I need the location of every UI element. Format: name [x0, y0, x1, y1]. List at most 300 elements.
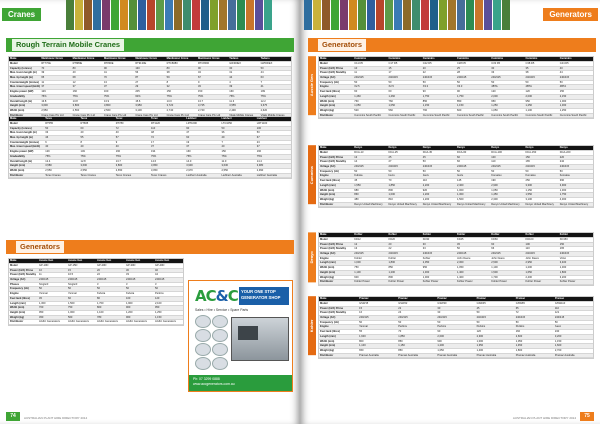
table-cell: 7 [221, 140, 256, 145]
directory-tab-3[interactable] [93, 0, 101, 30]
table-cell: 1,300 [456, 193, 490, 198]
row-label: Weight (kg) [9, 315, 38, 320]
directory-tab-15[interactable] [439, 0, 447, 30]
table-cell: 1,460 [353, 94, 387, 99]
table-cell: Liebherr [256, 117, 291, 121]
table-cell: 60 [353, 90, 387, 95]
directory-tab-11[interactable] [403, 0, 411, 30]
table-cell: 240/415 [353, 252, 387, 257]
table-cell: 2,950 [525, 261, 559, 266]
table-cell: Crane Care Pty Ltd [166, 113, 197, 118]
table-cell: Manitowoc Grove [40, 57, 71, 61]
directory-tab-13[interactable] [183, 0, 191, 30]
table-cell: Komatsu [490, 174, 524, 179]
table-cell: 2,970 [185, 168, 220, 173]
table-cell: RT555 [44, 121, 79, 126]
row-label: Gradeability [9, 94, 40, 99]
table-cell: 68 [72, 76, 103, 81]
directory-tab-6[interactable] [120, 0, 128, 30]
table-cell: 14.6 [150, 159, 185, 164]
row-label: Max. tip height (m) [9, 76, 40, 81]
table-cell: 810 [388, 197, 422, 202]
table-cell: 15 [388, 66, 422, 71]
directory-tab-20[interactable] [484, 0, 492, 30]
table-cell: 22 [388, 247, 422, 252]
directory-tab-22[interactable] [502, 0, 510, 30]
table-cell: Vitale Mobile Cranes [260, 113, 291, 118]
row-label: Power (kVA) Prime [319, 66, 353, 71]
table-cell: 150 [559, 242, 593, 247]
table-cell: 240/415 [67, 278, 96, 283]
row-label: Fuel tank (litres) [319, 179, 353, 184]
table-cell: 40 [559, 66, 593, 71]
table-cell: 110 [422, 179, 456, 184]
ad-contact-footer: Ph: 07 3299 0888 www.accgenerators.com.au [189, 375, 292, 391]
table-cell: 50 [422, 160, 456, 165]
table-cell: 37 [103, 85, 134, 90]
table-cell: 3,200 [559, 275, 593, 280]
table-cell: 10 [353, 66, 387, 71]
table-cell: 50 [525, 169, 559, 174]
table-cell: 1,900 [125, 301, 154, 306]
table-cell: Aussie Gen [67, 259, 96, 263]
table-cell: 1,200 [125, 310, 154, 315]
directory-tab-10[interactable] [156, 0, 164, 30]
row-label: Engine [319, 325, 358, 330]
table-cell: 44 [260, 71, 291, 76]
table-cell: AC&C Generators [38, 320, 67, 325]
table-cell: Denyo United Machinery [456, 202, 490, 207]
generator-section-band-right [308, 38, 596, 52]
table-cell: 1,350 [476, 344, 515, 349]
table-cell: 40 [115, 131, 150, 136]
table-cell: 40 [80, 131, 115, 136]
table-cell: 1,250 [490, 104, 524, 109]
directory-tab-14[interactable] [430, 0, 438, 30]
crane-spec-table-1 [8, 56, 292, 119]
ad-subtitle: Sales • Hire • Service • Spare Parts [195, 308, 249, 312]
table-cell: 14.4 [256, 159, 291, 164]
directory-tab-0[interactable] [304, 0, 312, 30]
table-cell: Denyo United Machinery [388, 202, 422, 207]
directory-tab-7[interactable] [367, 0, 375, 30]
table-cell: 110 [150, 126, 185, 131]
table-cell: 60 [185, 136, 220, 141]
table-cell: 22 [96, 273, 125, 278]
table-cell: Pramac Australia [397, 353, 436, 358]
table-cell: Tadano [228, 57, 259, 61]
directory-tab-13[interactable] [421, 0, 429, 30]
table-cell: Manitowoc Grove [166, 57, 197, 61]
table-cell: 1,300 [559, 104, 593, 109]
table-cell: 3 [96, 282, 125, 287]
table-cell: John Deere [525, 256, 559, 261]
table-cell: 3,050 [150, 168, 185, 173]
directory-tab-15[interactable] [201, 0, 209, 30]
table-cell: 3,980 [256, 164, 291, 169]
directory-tab-11[interactable] [165, 0, 173, 30]
table-cell: 121 [554, 311, 593, 316]
table-cell: 16.5 [67, 273, 96, 278]
row-label: Power (kVA) Standby [10, 273, 37, 277]
table-cell: 50 [388, 80, 422, 85]
row-label: Max. boom length (m) [9, 131, 44, 136]
generator-spec-table-right [318, 56, 594, 119]
table-cell: 50 [353, 169, 387, 174]
row-label: Capacity (tonnes) [9, 66, 40, 71]
row-label: Overall length (m) [9, 99, 40, 104]
table-cell: 1,150 [554, 339, 593, 344]
directory-tab-5[interactable] [111, 0, 119, 30]
table-cell: Crane Care Pty Ltd [197, 113, 228, 118]
table-cell: 2,700 [554, 348, 593, 353]
table-cell: 950 [422, 266, 456, 271]
table-cell: 90 [422, 90, 456, 95]
table-cell: 1,300 [38, 301, 67, 306]
table-cell: Aussie Gen [38, 259, 67, 263]
row-label: Width (mm) [319, 99, 353, 104]
directory-tab-22[interactable] [264, 0, 272, 30]
table-cell: 29 [134, 85, 165, 90]
table-cell: 60 [490, 242, 524, 247]
table-cell: C38 D5 [525, 61, 559, 66]
table-cell: 1,800 [515, 348, 554, 353]
table-cell: 80 [166, 66, 197, 71]
table-cell: 36 [221, 131, 256, 136]
table-cell: 60 [80, 126, 115, 131]
table-cell: 100 [525, 242, 559, 247]
table-cell: 75% [185, 154, 220, 159]
table-cell: 194 [150, 150, 185, 155]
table-cell: 240/415 [388, 76, 422, 81]
table-cell: 1,100 [353, 270, 387, 275]
row-label: Frequency (Hz) [319, 169, 353, 174]
table-cell: 40 [221, 145, 256, 150]
table-cell: Cummins South Pacific [388, 113, 422, 118]
table-cell: 50 [515, 320, 554, 325]
directory-tab-8[interactable] [138, 0, 146, 30]
directory-tab-6[interactable] [358, 0, 366, 30]
table-cell: KD12 [353, 237, 387, 242]
directory-tab-18[interactable] [228, 0, 236, 30]
table-cell: 240/415 [154, 278, 183, 283]
directory-tab-14[interactable] [192, 0, 200, 30]
table-cell: Pramac [397, 297, 436, 301]
table-cell: C17 D5 [388, 61, 422, 66]
table-cell: 75% [228, 94, 259, 99]
table-cell: 2,740 [197, 108, 228, 113]
row-label: Weight (kg) [319, 197, 353, 202]
table-cell: 45 [38, 296, 67, 301]
directory-tab-0[interactable] [66, 0, 74, 30]
table-cell: C28 D5 [456, 61, 490, 66]
row-label: Counterweight (tonnes) [9, 140, 44, 145]
table-cell: 3,630 [221, 164, 256, 169]
table-cell: 75% [166, 94, 197, 99]
row-label: Make [319, 57, 353, 61]
table-cell: Manitowoc Grove [197, 57, 228, 61]
acc-generators-advert[interactable] [188, 280, 293, 392]
table-cell: 75% [40, 94, 71, 99]
table-cell: 12.4 [44, 159, 79, 164]
table-cell: 1,050 [490, 188, 524, 193]
table-cell: 72 [150, 136, 185, 141]
table-cell: 129 [40, 90, 71, 95]
table-cell: Kohler Power [388, 280, 422, 285]
table-cell: 850 [456, 99, 490, 104]
table-cell: Aussie Gen [96, 259, 125, 263]
table-cell: 1,200 [525, 266, 559, 271]
table-cell: 25 [388, 155, 422, 160]
table-cell: GSW110 [554, 301, 593, 306]
table-cell: Denyo United Machinery [422, 202, 456, 207]
table-cell: 1,100 [358, 344, 397, 349]
directory-tab-3[interactable] [331, 0, 339, 30]
directory-tab-19[interactable] [475, 0, 483, 30]
table-cell: 50 [154, 287, 183, 292]
page-number-right: 75 [580, 412, 594, 421]
row-label: Max. travel speed (km/h) [9, 145, 44, 150]
table-cell: Manitowoc Grove [72, 57, 103, 61]
table-cell: 30 [436, 306, 475, 311]
table-cell: 820 [456, 108, 490, 113]
table-cell: 2,550 [80, 168, 115, 173]
table-cell: RT1120 [150, 121, 185, 126]
table-cell: 1,400 [456, 275, 490, 280]
generator-section-title-left: Generators [16, 241, 64, 253]
table-cell: 120 [154, 296, 183, 301]
table-cell: 63 [260, 76, 291, 81]
table-cell: Perkins [397, 325, 436, 330]
table-cell: 13.9 [103, 99, 134, 104]
table-cell: 240/415 [388, 252, 422, 257]
directory-tab-16[interactable] [448, 0, 456, 30]
table-cell: 390 [559, 179, 593, 184]
table-cell: Pramac Australia [436, 353, 475, 358]
table-cell: 2,490 [228, 108, 259, 113]
row-label: Voltage (AC) [319, 252, 353, 257]
row-label: Voltage (AC) [319, 165, 353, 170]
table-cell: 50 [525, 80, 559, 85]
table-cell: Pramac [554, 297, 593, 301]
directory-tab-17[interactable] [219, 0, 227, 30]
table-cell: 3,800 [103, 104, 134, 109]
table-cell: 2,300 [456, 261, 490, 266]
table-cell: 2,560 [103, 108, 134, 113]
table-cell: Kohler Power [490, 280, 524, 285]
generator-spec-table-right [318, 296, 594, 359]
table-cell: 160 [515, 330, 554, 335]
table-cell: AC&C Generators [154, 320, 183, 325]
row-label: Make [319, 146, 353, 150]
table-cell: 1,250 [525, 104, 559, 109]
table-cell: LRT1090 [185, 121, 220, 126]
table-cell: 4BTA [559, 85, 593, 90]
table-cell: 1,050 [456, 266, 490, 271]
directory-tab-19[interactable] [237, 0, 245, 30]
table-cell: 100 [490, 155, 524, 160]
table-cell: Liebherr Australia [221, 173, 256, 178]
table-cell: Cummins South Pacific [490, 113, 524, 118]
table-cell: 1,250 [559, 108, 593, 113]
table-cell: 12 [72, 80, 103, 85]
table-cell: 240/415 [525, 165, 559, 170]
directory-tab-4[interactable] [340, 0, 348, 30]
table-cell: RTC8080 [166, 61, 197, 66]
table-cell: 56 [134, 71, 165, 76]
table-cell: 55 [358, 330, 397, 335]
row-label: Max. boom length (m) [9, 71, 40, 76]
directory-tab-2[interactable] [322, 0, 330, 30]
table-cell: Cummins [388, 57, 422, 61]
table-cell: 14.0 [185, 159, 220, 164]
table-cell: 90 [103, 66, 134, 71]
directory-tab-18[interactable] [466, 0, 474, 30]
table-cell: 30 [228, 66, 259, 71]
table-cell: X2.5 [388, 85, 422, 90]
table-cell: 760 [388, 99, 422, 104]
table-cell: 240/415 [525, 252, 559, 257]
table-cell: 3,100 [134, 108, 165, 113]
table-cell: 11 [40, 80, 71, 85]
table-cell: 30 [125, 268, 154, 273]
table-cell: 50 [476, 320, 515, 325]
table-cell: 11 [353, 71, 387, 76]
table-cell: Aussie Gen [125, 259, 154, 263]
table-cell: Kohler [525, 233, 559, 237]
directory-tab-9[interactable] [147, 0, 155, 30]
table-cell: 13.0 [166, 99, 197, 104]
table-cell: Cummins [525, 57, 559, 61]
table-cell: 2,100 [154, 301, 183, 306]
directory-tab-21[interactable] [255, 0, 263, 30]
table-cell: 800 [388, 188, 422, 193]
table-cell: 4 [228, 80, 259, 85]
table-cell: 149 [80, 150, 115, 155]
table-cell: 160 [228, 90, 259, 95]
footer-left: AUSTRALIAN PLANT HIRE DIRECTORY 2014 [24, 416, 88, 420]
table-cell: 1,250 [154, 310, 183, 315]
directory-tab-8[interactable] [376, 0, 384, 30]
table-cell: 90 [436, 330, 475, 335]
directory-tab-1[interactable] [313, 0, 321, 30]
directory-tab-4[interactable] [102, 0, 110, 30]
table-cell: 240/415 [456, 76, 490, 81]
directory-tab-12[interactable] [412, 0, 420, 30]
table-cell: Single/3 [38, 282, 67, 287]
table-cell: 12 [353, 242, 387, 247]
row-label: Height (mm) [9, 310, 38, 315]
table-cell: 950 [38, 310, 67, 315]
table-cell: 1,850 [388, 183, 422, 188]
table-cell: 50 [260, 66, 291, 71]
table-cell: Kohler [388, 233, 422, 237]
table-cell: 2,200 [422, 183, 456, 188]
table-cell: 15.6 [134, 99, 165, 104]
table-cell: 70 [397, 330, 436, 335]
table-cell: 3,555 [228, 104, 259, 109]
directory-tab-10[interactable] [394, 0, 402, 30]
table-cell: 3,950 [134, 104, 165, 109]
table-cell: 11.3 [228, 99, 259, 104]
table-cell: 47 [185, 131, 220, 136]
table-cell: 2,550 [40, 108, 71, 113]
table-cell: Manitowoc Grove [103, 57, 134, 61]
directory-tab-5[interactable] [349, 0, 357, 30]
table-cell: Single/3 [67, 282, 96, 287]
table-cell: 17 [150, 140, 185, 145]
table-cell: 1,000 [67, 310, 96, 315]
table-cell: Isuzu [456, 174, 490, 179]
row-label: Distributor [9, 113, 40, 118]
table-cell: 800 [96, 306, 125, 311]
table-cell: Kohler [456, 233, 490, 237]
row-label: Engine [319, 174, 353, 179]
table-cell: 75% [256, 154, 291, 159]
directory-tab-2[interactable] [84, 0, 92, 30]
directory-tab-21[interactable] [493, 0, 501, 30]
table-cell: 1,450 [490, 193, 524, 198]
table-cell: 1,300 [559, 188, 593, 193]
table-cell: C44 D5 [559, 61, 593, 66]
directory-tab-12[interactable] [174, 0, 182, 30]
table-cell: 2,400 [525, 275, 559, 280]
table-cell: 240/415 [96, 278, 125, 283]
table-cell: 50 [476, 311, 515, 316]
directory-tab-9[interactable] [385, 0, 393, 30]
generator-section-band-left [6, 240, 294, 254]
table-cell: 13.8 [72, 99, 103, 104]
directory-tab-1[interactable] [75, 0, 83, 30]
table-cell: 50 [554, 320, 593, 325]
table-cell: 22 [397, 306, 436, 311]
table-cell: 2,300 [490, 197, 524, 202]
right-page [300, 0, 600, 424]
table-cell: 1,700 [96, 301, 125, 306]
table-cell: 45 [353, 179, 387, 184]
row-label: Height (mm) [9, 164, 44, 169]
table-cell: 16 [358, 311, 397, 316]
row-label: Model [319, 61, 353, 66]
table-cell: 50 [221, 126, 256, 131]
directory-tab-20[interactable] [246, 0, 254, 30]
table-cell: 3,600 [40, 104, 71, 109]
table-cell: Denyo [559, 146, 593, 150]
directory-tab-7[interactable] [129, 0, 137, 30]
row-label: Make [319, 233, 353, 237]
table-cell: KD60 [490, 237, 524, 242]
table-cell: Perkins [515, 325, 554, 330]
table-cell: 19 [185, 140, 220, 145]
table-cell: 1,150 [456, 104, 490, 109]
table-cell: X2.5 [353, 85, 387, 90]
table-cell: 3,100 [525, 197, 559, 202]
row-label: Weight (kg) [319, 108, 353, 113]
table-cell: 760 [422, 108, 456, 113]
table-cell: Tadano [260, 57, 291, 61]
table-cell: 520 [353, 108, 387, 113]
table-cell: 2,550 [44, 168, 79, 173]
table-cell: Terex Cranes [150, 173, 185, 178]
row-label: Engine [319, 85, 353, 90]
directory-tab-17[interactable] [457, 0, 465, 30]
table-cell: 20 [422, 66, 456, 71]
directory-tab-16[interactable] [210, 0, 218, 30]
table-cell: 27 [134, 80, 165, 85]
table-cell: Crane Care Pty Ltd [72, 113, 103, 118]
table-cell: 240/415 [436, 316, 475, 321]
row-label: Length (mm) [319, 94, 353, 99]
